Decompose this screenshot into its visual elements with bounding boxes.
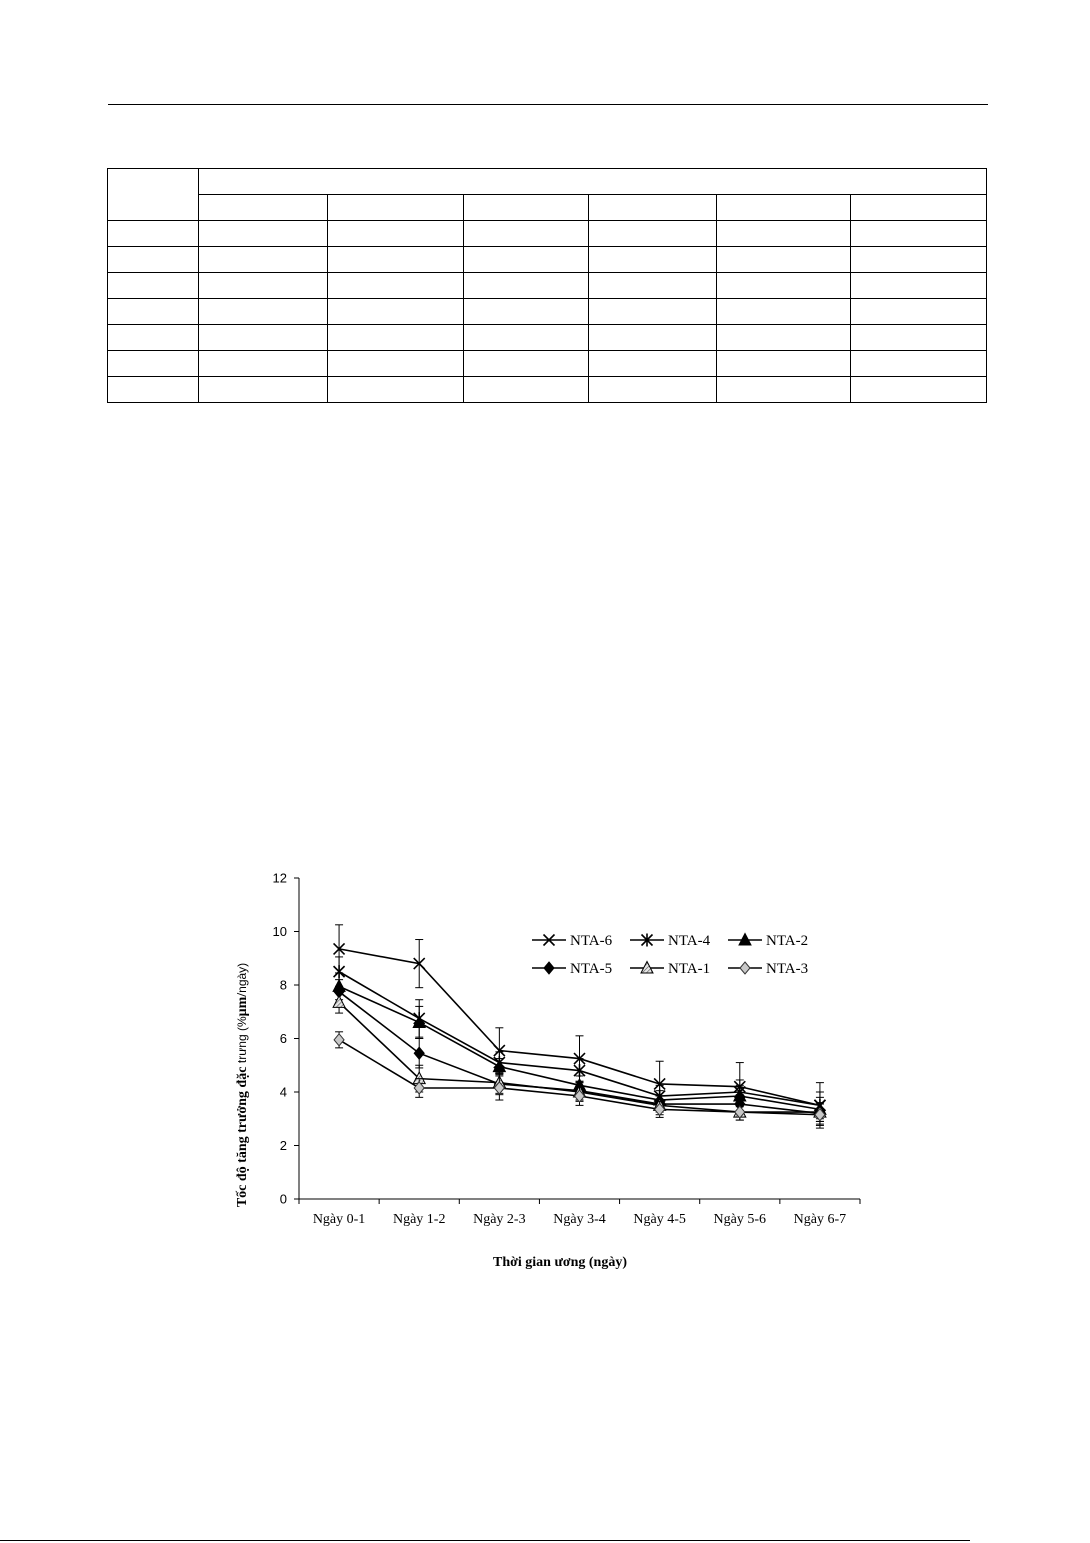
table-cell bbox=[464, 377, 589, 403]
table-cell bbox=[589, 377, 717, 403]
table-cell bbox=[199, 273, 328, 299]
y-axis-title-part-2: trưng (% bbox=[235, 1016, 249, 1064]
legend-item-nta-3 bbox=[728, 961, 808, 977]
legend-item-nta-1 bbox=[630, 961, 710, 977]
footer-rule bbox=[0, 1540, 970, 1541]
table-cell bbox=[851, 273, 987, 299]
legend-label: NTA-4 bbox=[668, 933, 711, 949]
table-cell bbox=[464, 351, 589, 377]
x-axis-title: Thời gian ương (ngày) bbox=[493, 1255, 627, 1270]
table-cell bbox=[199, 247, 328, 273]
data-point bbox=[333, 996, 345, 1008]
table-cell bbox=[199, 299, 328, 325]
table-cell bbox=[717, 273, 851, 299]
table-cell bbox=[464, 299, 589, 325]
table-cell bbox=[851, 351, 987, 377]
table-cell bbox=[108, 325, 199, 351]
y-axis-title-part-3: μm/ bbox=[235, 992, 250, 1017]
data-table bbox=[107, 168, 987, 403]
table-cell bbox=[589, 273, 717, 299]
table-row bbox=[108, 273, 987, 299]
legend-item-nta-5 bbox=[532, 961, 612, 977]
table-cell bbox=[589, 221, 717, 247]
table-row bbox=[108, 221, 987, 247]
y-axis-title-part-1: Tốc độ tăng trưởng đặc bbox=[235, 1063, 250, 1208]
table-cell bbox=[464, 221, 589, 247]
table-cell bbox=[108, 273, 199, 299]
table-cell bbox=[851, 195, 987, 221]
table-cell bbox=[851, 221, 987, 247]
table-cell bbox=[108, 221, 199, 247]
table-cell bbox=[108, 351, 199, 377]
table-row bbox=[108, 325, 987, 351]
y-tick-label: 10 bbox=[272, 924, 287, 939]
table-cell bbox=[199, 195, 328, 221]
x-tick-label: Ngày 1-2 bbox=[392, 1212, 446, 1227]
legend-label: NTA-6 bbox=[570, 933, 613, 949]
table-cell bbox=[717, 325, 851, 351]
x-tick-label: Ngày 4-5 bbox=[633, 1212, 686, 1227]
y-axis-title-part-4: ngày) bbox=[235, 962, 249, 993]
legend-item-nta-6 bbox=[532, 933, 613, 949]
table-cell bbox=[851, 247, 987, 273]
legend-marker bbox=[740, 962, 750, 974]
table-cell bbox=[717, 221, 851, 247]
legend-label: NTA-3 bbox=[766, 961, 809, 977]
table-cell bbox=[717, 195, 851, 221]
legend-item-nta-2 bbox=[728, 933, 808, 949]
table-cell bbox=[199, 221, 328, 247]
table-cell bbox=[589, 195, 717, 221]
header-rule bbox=[108, 104, 988, 105]
table-cell bbox=[328, 351, 464, 377]
x-tick-label: Ngày 3-4 bbox=[553, 1212, 606, 1227]
table-cell bbox=[108, 247, 199, 273]
table-cell bbox=[328, 273, 464, 299]
table-cell bbox=[717, 299, 851, 325]
x-tick-label: Ngày 2-3 bbox=[473, 1212, 526, 1227]
data-point bbox=[334, 1034, 344, 1046]
table-cell bbox=[328, 221, 464, 247]
table-cell bbox=[851, 325, 987, 351]
data-point bbox=[414, 1047, 424, 1059]
table-cell bbox=[851, 377, 987, 403]
table-cell bbox=[199, 377, 328, 403]
table-cell bbox=[328, 195, 464, 221]
table-cell bbox=[199, 325, 328, 351]
table-cell bbox=[199, 351, 328, 377]
table-subheader-row bbox=[108, 195, 987, 221]
table-cell bbox=[717, 351, 851, 377]
table-row bbox=[108, 377, 987, 403]
legend-label: NTA-1 bbox=[668, 961, 711, 977]
table-cell bbox=[464, 273, 589, 299]
table-corner-cell bbox=[108, 169, 199, 221]
table-group-header-cell bbox=[199, 169, 987, 195]
table-cell bbox=[464, 247, 589, 273]
y-tick-label: 0 bbox=[279, 1191, 287, 1207]
x-tick-label: Ngày 6-7 bbox=[793, 1212, 847, 1227]
y-tick-label: 12 bbox=[272, 870, 287, 886]
y-tick-label: 8 bbox=[279, 977, 287, 993]
table-cell bbox=[464, 195, 589, 221]
table-cell bbox=[328, 377, 464, 403]
y-axis-title bbox=[235, 963, 250, 1207]
legend-label: NTA-5 bbox=[570, 961, 613, 977]
y-tick-label: 4 bbox=[279, 1084, 287, 1100]
table-cell bbox=[717, 247, 851, 273]
x-tick-label: Ngày 5-6 bbox=[713, 1212, 767, 1227]
y-tick-label: 2 bbox=[279, 1138, 287, 1153]
table-cell bbox=[108, 299, 199, 325]
table-cell bbox=[328, 325, 464, 351]
table-cell bbox=[464, 325, 589, 351]
table-cell bbox=[108, 377, 199, 403]
legend-label: NTA-2 bbox=[766, 933, 809, 949]
table-cell bbox=[328, 299, 464, 325]
table-cell bbox=[589, 351, 717, 377]
table-row bbox=[108, 351, 987, 377]
table-cell bbox=[589, 247, 717, 273]
table-cell bbox=[851, 299, 987, 325]
table-cell bbox=[589, 299, 717, 325]
table-cell bbox=[717, 377, 851, 403]
legend-marker bbox=[544, 962, 554, 974]
y-tick-label: 6 bbox=[279, 1031, 287, 1046]
table-cell bbox=[589, 325, 717, 351]
growth-rate-chart bbox=[220, 860, 870, 1280]
table-row bbox=[108, 299, 987, 325]
x-tick-label: Ngày 0-1 bbox=[312, 1212, 366, 1227]
table-row bbox=[108, 247, 987, 273]
table-cell bbox=[328, 247, 464, 273]
table-header-row bbox=[108, 169, 987, 195]
legend-item-nta-4 bbox=[630, 933, 711, 949]
